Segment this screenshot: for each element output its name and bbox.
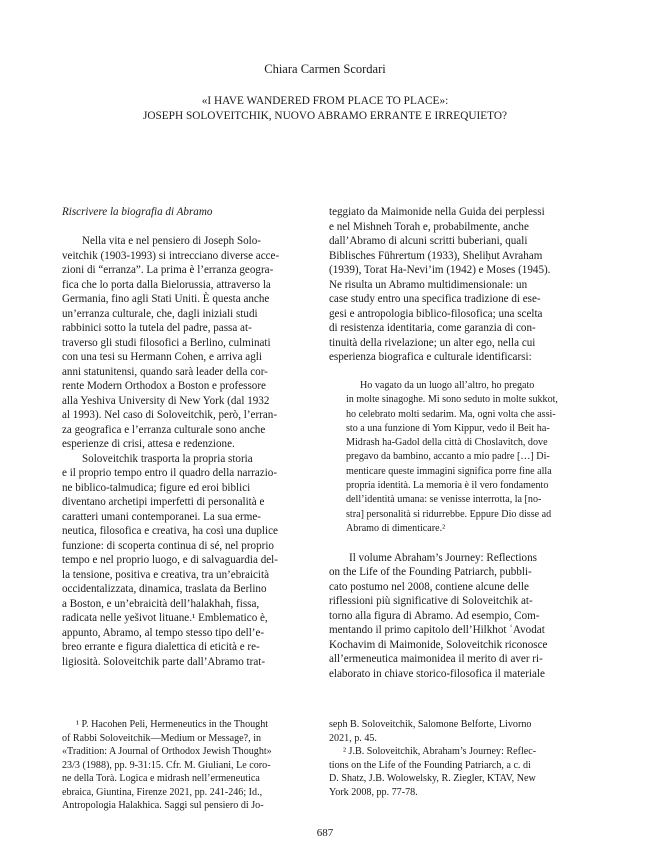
text-line: Ho vagato da un luogo all’altro, ho pregato [360, 380, 535, 391]
text-line: za geografica e l’erranza culturale sono anche [62, 423, 266, 436]
text-line: cato postumo nel 2008, contiene alcune delle [329, 580, 529, 593]
text-line: 2021, p. 45. [329, 732, 377, 744]
text-line: on the Life of the Founding Patriarch, pubbli- [329, 566, 532, 579]
text-line: ne della Torà. Logica e midrash nell’ermeneutica [62, 773, 260, 784]
text-line: sto a una funzione di Yom Kippur, vedo il Beit ha- [346, 422, 550, 434]
text-line: propria identità. La memoria è il vero fondamento [346, 480, 549, 492]
text-line: caratteri umani contemporanei. La sua erme- [62, 510, 261, 523]
text-line: ligiosità. Soloveitchik parte dall’Abramo trat- [62, 655, 266, 668]
text-line: torno alla figura di Abramo. Ad esempio, Com- [329, 609, 540, 622]
text-line: stra] personalità si ridurrebbe. Eppure Dio disse ad [346, 508, 552, 520]
text-line: appunto, Abramo, al tempo stesso tipo dell’e- [62, 626, 265, 639]
text-line: ne biblico-talmudica; figure ed eroi biblici [62, 481, 251, 494]
left-column-text [62, 234, 322, 669]
text-line: al 1993). Nel caso di Soloveitchik, però, l’erran- [62, 409, 278, 421]
text-line: diventano archetipi imperfetti di personalità e [62, 496, 265, 508]
text-line: e nel Mishneh Torah e, probabilmente, anche [329, 220, 529, 233]
text-line: ho celebrato molti sedarim. Ma, ogni volta che assi- [346, 408, 556, 420]
text-line: zioni di “erranza”. La prima è l’erranza geogra- [62, 264, 274, 276]
text-line: tions on the Life of the Founding Patriarch, a c. di [329, 759, 531, 771]
text-line: riflessioni più significative di Soloveitchik at- [329, 595, 533, 608]
text-line: traverso gli studi filosofici a Berlino, culminati [62, 336, 271, 349]
footnotes-right [329, 718, 590, 799]
text-line: rabbinici sotto la tutela del padre, passa at- [62, 322, 252, 334]
text-line: case study entro una specifica tradizione di ese- [329, 293, 541, 305]
text-line: dall’Abramo di alcuni scritti buberiani, quali [329, 235, 528, 247]
text-line: anni statunitensi, quando sarà leader della cor- [62, 365, 268, 378]
text-line: Biblisches Führertum (1933), Sheliḥut Avraham [329, 249, 543, 262]
text-line: Ne risulta un Abramo multidimensionale: un [329, 278, 528, 291]
text-line: Midrash ha-Gadol della città di Choslavitch, dove [346, 437, 548, 449]
text-line: dell’identità umana: se venisse interrotta, la [no- [346, 494, 542, 506]
spacer [329, 365, 590, 380]
text-line: D. Shatz, J.B. Wolowelsky, R. Ziegler, KTAV, New [329, 773, 536, 784]
right-column-intro-text [329, 205, 590, 365]
text-line: teggiato da Maimonide nella Guida dei perplessi [329, 206, 545, 218]
text-line: Kochavim di Maimonide, Soloveitchik riconosce [329, 638, 548, 651]
title-line: JOSEPH SOLOVEITCHIK, NUOVO ABRAMO ERRANTE E IRREQUIETO? [142, 109, 508, 122]
text-line: fica che lo porta dalla Bielorussia, attraverso la [62, 278, 271, 291]
text-line: breo errante e figura dialettica di eticità e re- [62, 641, 260, 653]
text-line: rente Modern Orthodox a Boston e professore [62, 380, 266, 392]
page-number: 687 [316, 827, 334, 839]
text-line: all’ermeneutica maimonidea il merito di aver ri- [329, 653, 543, 666]
text-line: radicata nelle yešivot lituane.¹ Emblematico è, [62, 612, 268, 624]
text-line: menticare queste immagini significa porre fine alla [346, 465, 552, 477]
text-line: tinuità della rivelazione; un alter ego, nella cui [329, 336, 536, 349]
text-line: funzione: di scoperta continua di sé, nel proprio [62, 539, 274, 552]
title-line: «I HAVE WANDERED FROM PLACE TO PLACE»: [201, 95, 449, 107]
text-line: con una tesi su Hermann Cohen, e arriva agli [62, 351, 262, 363]
text-line: in molte sinagoghe. Mi sono seduto in molte sukkot, [346, 394, 558, 406]
text-line: Germania, fino agli Stati Uniti. È questa anche [62, 293, 270, 305]
block-quote [346, 379, 590, 536]
text-line: Abramo di dimenticare.² [346, 522, 446, 534]
text-line: neutica, filosofica e creativa, ha così una duplice [62, 525, 278, 537]
text-line: veitchik (1903-1993) si intrecciano diverse acce- [62, 249, 280, 262]
article-title [60, 94, 590, 123]
spacer [329, 536, 590, 551]
text-line: alla Yeshiva University di New York (dal 1932 [62, 394, 270, 407]
text-line: e il proprio tempo entro il quadro della narrazio- [62, 467, 278, 479]
right-column-continued-text [329, 551, 590, 682]
section-heading: Riscrivere la biografia di Abramo [62, 206, 213, 218]
text-line: tempo e nel proprio luogo, e di salvaguardia del- [62, 554, 278, 566]
text-line: pregavo da bambino, accanto a mio padre […] Di- [346, 451, 550, 463]
text-line: 23/3 (1988), pp. 9-31:15. Cfr. M. Giuliani, Le coro- [62, 759, 271, 771]
text-line: un’erranza culturale, che, dagli iniziali studi [62, 307, 258, 320]
text-line: Nella vita e nel pensiero di Joseph Solo- [82, 235, 262, 247]
text-line: gesi e antropologia biblico-filosofica; una scelta [329, 307, 543, 320]
text-line: elaborato in chiave storico-filosofica il materiale [329, 667, 545, 680]
text-line: York 2008, pp. 77-78. [329, 786, 418, 798]
text-line: di resistenza identitaria, come garanzia di con- [329, 322, 536, 334]
text-line: ebraica, Giuntina, Firenze 2021, pp. 241-246; Id., [62, 786, 263, 798]
text-line: mentando il primo capitolo dell’Hilkhot ʿAvodat [329, 624, 545, 637]
text-line: Antropologia Halakhica. Saggi sul pensiero di Jo- [62, 800, 264, 811]
text-line: Il volume Abraham’s Journey: Reflections [349, 551, 537, 564]
text-line: esperienza biografica e culturale identificarsi: [329, 351, 532, 363]
text-line: of Rabbi Soloveitchik—Medium or Message?, in [62, 732, 262, 744]
text-line: occidentalizzata, dinamica, traslata da Berlino [62, 583, 267, 595]
text-line: (1939), Torat Ha-Nevi’im (1942) e Moses (1945). [329, 264, 551, 276]
spacer [62, 220, 322, 235]
text-line: a Boston, e un’ebraicità dell’halakhah, fissa, [62, 597, 260, 610]
right-column [329, 205, 590, 681]
footnotes-left [62, 718, 322, 813]
text-line: «Tradition: A Journal of Orthodox Jewish Thought» [62, 746, 272, 757]
text-line: ² J.B. Soloveitchik, Abraham’s Journey: Reflec- [343, 746, 537, 757]
text-line: Soloveitchik trasporta la propria storia [82, 452, 253, 465]
text-line: seph B. Soloveitchik, Salomone Belforte, Livorno [329, 719, 532, 730]
author-name: Chiara Carmen Scordari [264, 62, 386, 76]
text-line: la tensione, positiva e creativa, tra un’ebraicità [62, 568, 269, 581]
text-line: ¹ P. Hacohen Peli, Hermeneutics in the Thought [76, 719, 269, 730]
text-line: esperienze di crisi, attesa e redenzione. [62, 438, 235, 450]
left-column [62, 205, 322, 669]
